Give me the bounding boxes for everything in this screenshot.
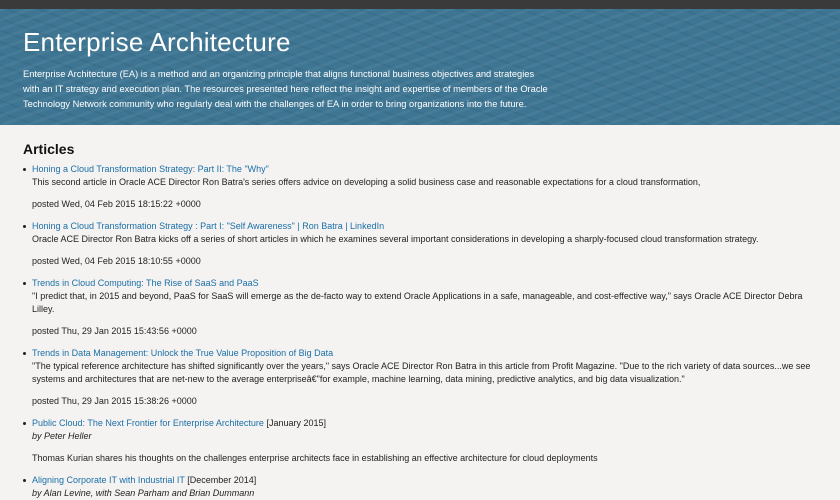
bullet-icon	[23, 282, 26, 285]
article-item	[23, 347, 823, 417]
article-description: "The typical reference architecture has shifted significantly over the years," says Oracle ACE Director Ron Batra in this article from Profit Magazine. "Due to the rich variety of data sources...we see systems and architectures that are net-new to the average enterpriseâ€"for example, machine learning, data mining, predictive analytics, and big data visualization."	[32, 361, 811, 384]
article-date: [December 2014]	[187, 475, 257, 485]
articles-heading: Articles	[23, 141, 75, 157]
article-description: Oracle ACE Director Ron Batra kicks off a series of short articles in which he examines several important considerations in developing a sharply-focused cloud transformation strategy.	[32, 234, 759, 244]
article-posted-date: posted Thu, 29 Jan 2015 15:43:56 +0000	[32, 326, 197, 336]
article-description: "I predict that, in 2015 and beyond, PaaS for SaaS will emerge as the de-facto way to extend Oracle Applications in a safe, manageable, and cost-effective way," says Oracle ACE Director Debra Lilley.	[32, 291, 803, 314]
article-link[interactable]: Aligning Corporate IT with Industrial IT	[32, 475, 185, 485]
page-description: Enterprise Architecture (EA) is a method and an organizing principle that aligns functional business objectives and strategies with an IT strategy and execution plan. The resources presented here reflect the insight and expertise of members of the Oracle Technology Network community who regularly deal with the challenges of EA in order to bring organizations into the future.	[23, 69, 548, 110]
article-description: Thomas Kurian shares his thoughts on the challenges enterprise architects face in establishing an effective architecture for cloud deployments	[32, 453, 598, 463]
articles-list	[23, 163, 823, 500]
article-item	[23, 163, 823, 220]
article-description: This second article in Oracle ACE Director Ron Batra's series offers advice on developing a solid business case and reasonable expectations for a cloud transformation,	[32, 177, 701, 187]
articles-section	[23, 141, 823, 500]
top-bar	[0, 0, 840, 9]
bullet-icon	[23, 422, 26, 425]
article-item	[23, 474, 823, 500]
article-author: by Peter Heller	[32, 431, 92, 441]
article-posted-date: posted Wed, 04 Feb 2015 18:10:55 +0000	[32, 256, 201, 266]
bullet-icon	[23, 352, 26, 355]
article-link[interactable]: Honing a Cloud Transformation Strategy: Part II: The "Why"	[32, 164, 269, 174]
article-item	[23, 277, 823, 347]
article-posted-date: posted Thu, 29 Jan 2015 15:38:26 +0000	[32, 396, 197, 406]
article-link[interactable]: Honing a Cloud Transformation Strategy : Part I: "Self Awareness" | Ron Batra | LinkedIn	[32, 221, 385, 231]
article-date: [January 2015]	[266, 418, 326, 428]
article-item	[23, 220, 823, 277]
bullet-icon	[23, 479, 26, 482]
article-item	[23, 417, 823, 474]
hero-banner	[0, 9, 840, 125]
bullet-icon	[23, 168, 26, 171]
article-author: by Alan Levine, with Sean Parham and Brian Dummann	[32, 488, 255, 498]
bullet-icon	[23, 225, 26, 228]
article-link[interactable]: Trends in Data Management: Unlock the True Value Proposition of Big Data	[32, 348, 334, 358]
article-link[interactable]: Public Cloud: The Next Frontier for Enterprise Architecture	[32, 418, 264, 428]
article-link[interactable]: Trends in Cloud Computing: The Rise of SaaS and PaaS	[32, 278, 259, 288]
page-title: Enterprise Architecture	[23, 27, 291, 57]
article-posted-date: posted Wed, 04 Feb 2015 18:15:22 +0000	[32, 199, 201, 209]
